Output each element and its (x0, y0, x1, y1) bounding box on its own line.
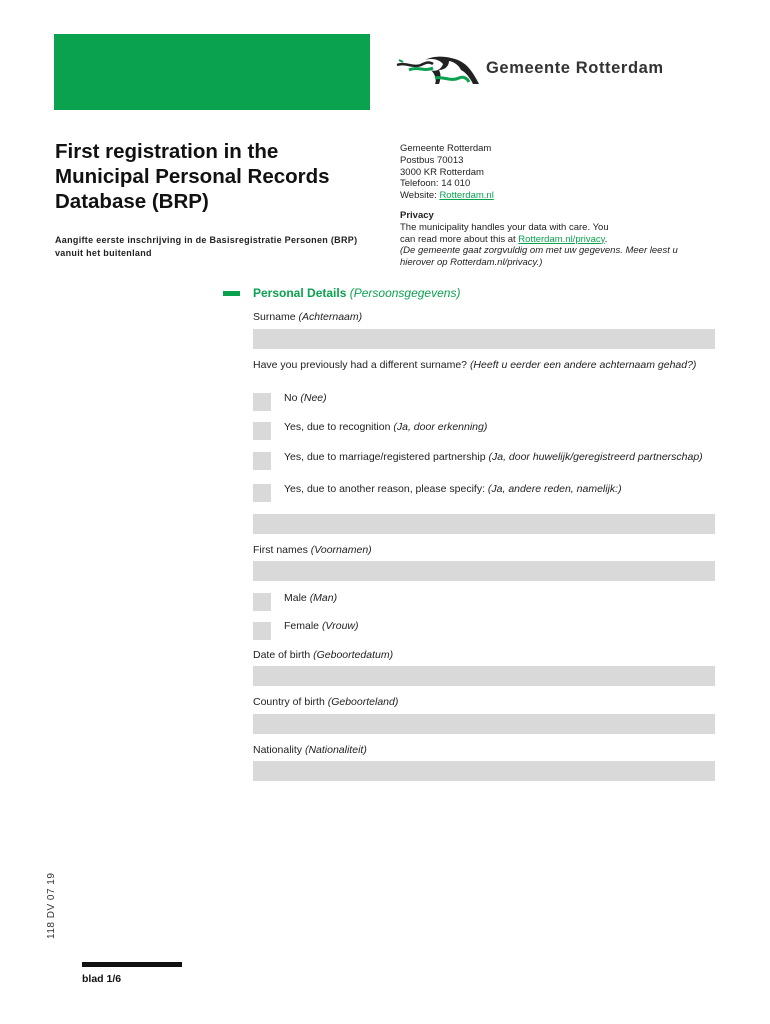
option-male-nl: (Man) (309, 592, 338, 604)
page-title: First registration in the Municipal Personal Records Database (BRP) (55, 140, 330, 213)
previous-surname-question (253, 359, 713, 372)
first-names-field[interactable] (253, 561, 715, 581)
contact-address-line1: Postbus 70013 (400, 154, 464, 166)
contact-phone: Telefoon: 14 010 (400, 178, 471, 190)
privacy-text-nl-line1: (De gemeente gaat zorgvuldig om met uw gegevens. Meer leest u (400, 245, 678, 257)
nationality-label-en: Nationality (253, 744, 303, 756)
option-no-label (284, 392, 704, 405)
nationality-label (253, 744, 713, 757)
surname-label-nl: (Achternaam) (298, 311, 363, 323)
contact-block (400, 143, 730, 269)
surname-label-en: Surname (253, 311, 296, 323)
first-names-label-en: First names (253, 544, 308, 556)
date-of-birth-field[interactable] (253, 666, 715, 686)
privacy-heading: Privacy (400, 209, 434, 221)
section-marker (223, 291, 240, 296)
date-of-birth-label-nl: (Geboortedatum) (313, 649, 394, 661)
country-of-birth-label-en: Country of birth (253, 696, 325, 708)
option-female-nl: (Vrouw) (321, 620, 359, 632)
option-female-en: Female (284, 620, 320, 632)
website-prefix: Website: (400, 190, 437, 202)
checkbox-marriage[interactable] (253, 452, 271, 470)
country-of-birth-label-nl: (Geboorteland) (327, 696, 399, 708)
option-marriage-en: Yes, due to marriage/registered partnership (284, 451, 486, 463)
nationality-field[interactable] (253, 761, 715, 781)
previous-surname-question-nl: (Heeft u eerder een andere achternaam gehad?) (469, 359, 697, 371)
first-names-label-nl: (Voornamen) (310, 544, 372, 556)
option-other-reason-nl: (Ja, andere reden, namelijk:) (487, 483, 622, 495)
date-of-birth-label-en: Date of birth (253, 649, 311, 661)
form-code: 118 DV 07 19 (46, 872, 57, 939)
option-other-reason-en: Yes, due to another reason, please specify: (284, 483, 485, 495)
page-footer-bar (82, 962, 182, 967)
checkbox-other-reason[interactable] (253, 484, 271, 502)
option-no-en: No (284, 392, 298, 404)
country-of-birth-label (253, 696, 713, 709)
option-male-label (284, 592, 704, 605)
section-title-en: Personal Details (253, 286, 347, 300)
privacy-link[interactable]: Rotterdam.nl/privacy (518, 233, 605, 245)
option-recognition-nl: (Ja, door erkenning) (393, 421, 488, 433)
option-marriage-nl: (Ja, door huwelijk/geregistreerd partnerschap) (488, 451, 703, 463)
green-header-banner (54, 34, 370, 110)
surname-label (253, 311, 713, 324)
privacy-line2-prefix: can read more about this at (400, 233, 516, 245)
section-title-personal-details (253, 286, 460, 300)
section-title-nl: (Persoonsgegevens) (349, 286, 461, 300)
option-female-label (284, 620, 704, 633)
first-names-label (253, 544, 713, 557)
privacy-text-line1: The municipality handles your data with care. You (400, 221, 609, 233)
privacy-text-line2 (400, 234, 730, 246)
option-other-reason-label (284, 483, 704, 496)
gemeente-rotterdam-logo (395, 56, 685, 88)
option-recognition-label (284, 421, 704, 434)
contact-address-line2: 3000 KR Rotterdam (400, 166, 484, 178)
page-subtitle: Aangifte eerste inschrijving in de Basisregistratie Personen (BRP) vanuit het buitenland (55, 235, 358, 258)
option-no-nl: (Nee) (300, 392, 327, 404)
rotterdam-lion-logo-icon (395, 56, 481, 88)
nationality-label-nl: (Nationaliteit) (304, 744, 367, 756)
checkbox-male[interactable] (253, 593, 271, 611)
option-male-en: Male (284, 592, 307, 604)
contact-name: Gemeente Rotterdam (400, 143, 492, 154)
privacy-line2-suffix: . (604, 233, 608, 245)
option-marriage-label (284, 451, 704, 464)
checkbox-female[interactable] (253, 622, 271, 640)
page-number: blad 1/6 (82, 973, 122, 985)
option-recognition-en: Yes, due to recognition (284, 421, 391, 433)
privacy-text-nl-line2: hierover op Rotterdam.nl/privacy.) (400, 257, 543, 269)
contact-website (400, 190, 730, 202)
country-of-birth-field[interactable] (253, 714, 715, 734)
previous-surname-question-en: Have you previously had a different surname? (253, 359, 468, 371)
other-reason-field[interactable] (253, 514, 715, 534)
checkbox-no[interactable] (253, 393, 271, 411)
checkbox-recognition[interactable] (253, 422, 271, 440)
website-link[interactable]: Rotterdam.nl (439, 190, 494, 202)
logo-text: Gemeente Rotterdam (486, 59, 664, 77)
date-of-birth-label (253, 649, 713, 662)
surname-field[interactable] (253, 329, 715, 349)
